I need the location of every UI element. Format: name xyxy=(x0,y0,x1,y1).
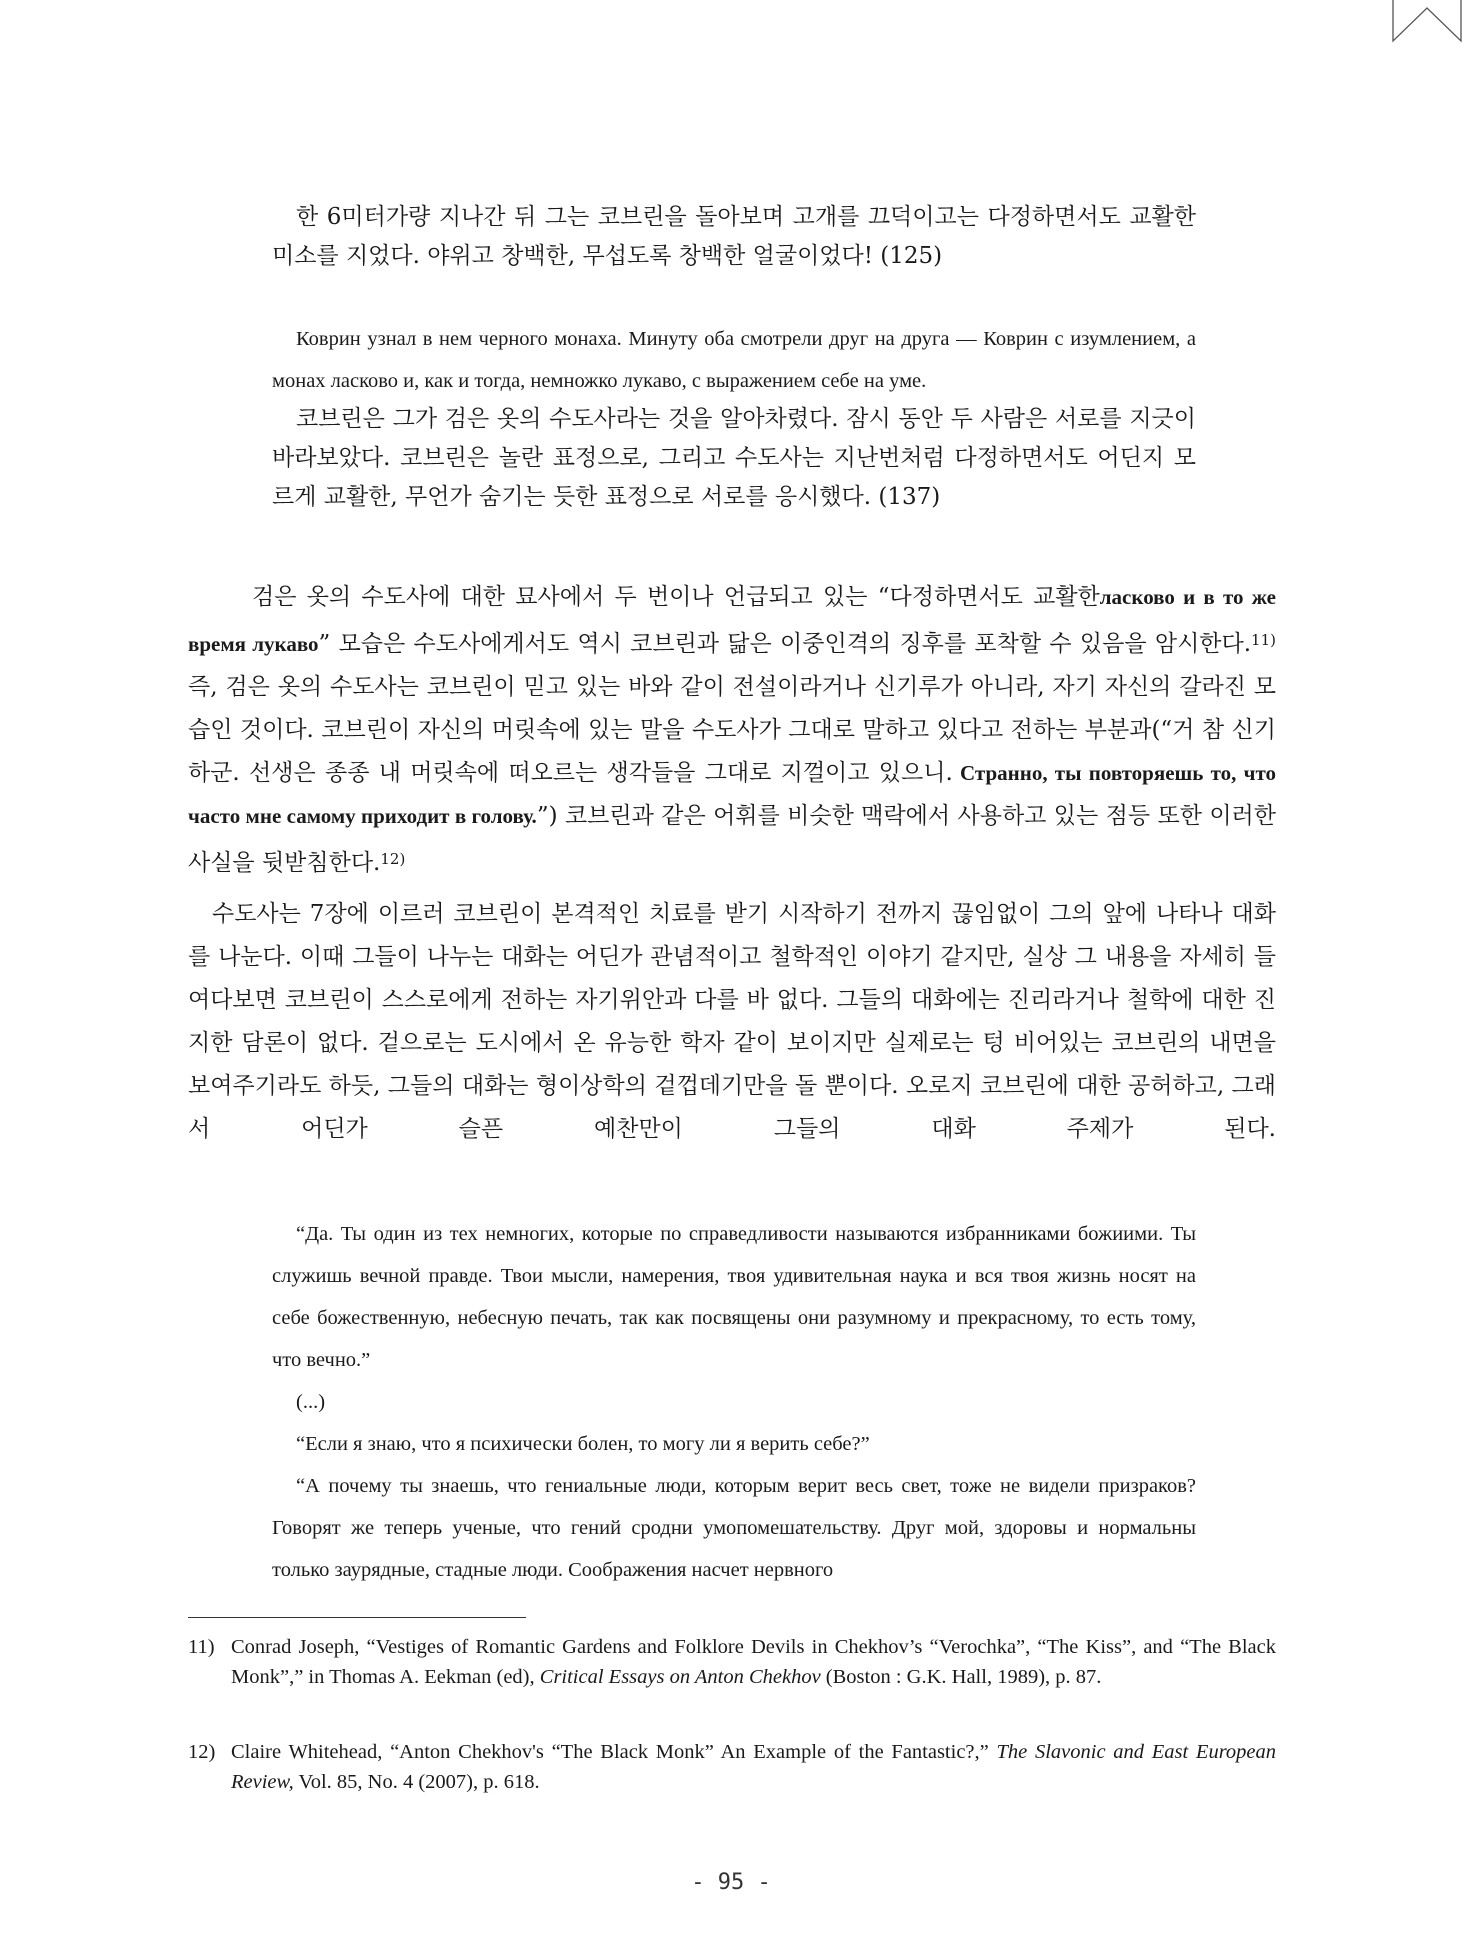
page-corner-fold-icon xyxy=(1392,0,1462,46)
body-paragraph-2 xyxy=(188,893,1276,1151)
quote-2-russian: Коврин узнал в нем черного монаха. Минуту оба смотрели друг на друга — Коврин с изумлением, а монах ласково и, как и тогда, немножко лукаво, с выражением себе на уме. xyxy=(272,328,1196,392)
footnote-11: 11) Conrad Joseph, “Vestiges of Romantic Gardens and Folklore Devils in Chekhov’s “Verochka”, “The Kiss”, and “The Black Monk”,” in Thomas A. Eekman (ed), Critical Essays on Anton Chekhov (Boston : G.K. Hall, 1989), p. 87. xyxy=(188,1632,1276,1692)
quote-block-1 xyxy=(272,198,1196,276)
body-paragraph-1 xyxy=(188,576,1276,885)
quote-3-line-4: “А почему ты знаешь, что гениальные люди, которым верит весь свет, тоже не видели призраков? Говорят же теперь ученые, что гений сродни умопомешательству. Друг мой, здоровы и нормальны только заурядные, стадные люди. Соображения насчет нервного xyxy=(272,1475,1196,1581)
para-1-text-a: 검은 옷의 수도사에 대한 묘사에서 두 번이나 언급되고 있는 “다정하면서도 교활한 xyxy=(252,584,1100,610)
quote-block-3 xyxy=(272,1213,1196,1591)
footnote-ref-11[interactable]: 11) xyxy=(1251,631,1276,649)
page-number: - 95 - xyxy=(691,1870,771,1895)
para-1-text-b: ” 모습은 수도사에게서도 역시 코브린과 닮은 이중인격의 징후를 포착할 수 있음을 암시한다. xyxy=(318,631,1252,657)
quote-block-2 xyxy=(272,318,1196,517)
quote-2-korean: 코브린은 그가 검은 옷의 수도사라는 것을 알아차렸다. 잠시 동안 두 사람은 서로를 지긋이 바라보았다. 코브린은 놀란 표정으로, 그리고 수도사는 지난번처럼 다정하면서도 어딘지 모르게 교활한, 무언가 숨기는 듯한 표정으로 서로를 응시했다. (137) xyxy=(272,406,1196,510)
quote-1-korean: 한 6미터가량 지나간 뒤 그는 코브린을 돌아보며 고개를 끄덕이고는 다정하면서도 교활한 미소를 지었다. 야위고 창백한, 무섭도록 창백한 얼굴이었다! (125) xyxy=(272,204,1196,269)
para-2-text: 수도사는 7장에 이르러 코브린이 본격적인 치료를 받기 시작하기 전까지 끊임없이 그의 앞에 나타나 대화를 나눈다. 이때 그들이 나누는 대화는 어딘가 관념적이고 철학적인 이야기 같지만, 실상 그 내용을 자세히 들여다보면 코브린이 스스로에게 전하는 자기위안과 다를 바 없다. 그들의 대화에는 진리라거나 철학에 대한 진지한 담론이 없다. 겉으로는 도시에서 온 유능한 학자 같이 보이지만 실제로는 텅 비어있는 코브린의 내면을 보여주기라도 하듯, 그들의 대화는 형이상학의 겉껍데기만을 돌 뿐이다. 오로지 코브린에 대한 공허하고, 그래서 어딘가 슬픈 예찬만이 그들의 대화 주제가 된다. xyxy=(188,901,1276,1142)
footnote-12: 12) Claire Whitehead, “Anton Chekhov's “The Black Monk” An Example of the Fantastic?,” The Slavonic and East European Review, Vol. 85, No. 4 (2007), p. 618. xyxy=(188,1737,1276,1797)
footnote-ref-12[interactable]: 12) xyxy=(380,850,406,868)
para-1-text-c: 즉, 검은 옷의 수도사는 코브린이 믿고 있는 바와 같이 전설이라거나 신기루가 아니라, 자기 자신의 갈라진 모습인 것이다. 코브린이 자신의 머릿속에 있는 말을 수도사가 그대로 말하고 있다고 전하는 부분과(“거 참 신기하군. 선생은 종종 내 머릿속에 떠오르는 생각들을 그대로 지껄이고 있으니. xyxy=(188,674,1276,786)
quote-3-line-2: (...) xyxy=(296,1391,326,1413)
footnote-12-journal-title: The Slavonic and East European Review, xyxy=(231,1741,1277,1793)
quote-3-line-1: “Да. Ты один из тех немногих, которые по справедливости называются избранниками божиими. Ты служишь вечной правде. Твои мысли, намерения, твоя удивительная наука и вся твоя жизнь носят на себе божественную, небесную печать, так как посвящены они разумному и прекрасному, то есть тому, что вечно.” xyxy=(272,1223,1196,1371)
footnote-12-number: 12) xyxy=(188,1741,216,1763)
footnote-11-book-title: Critical Essays on Anton Chekhov xyxy=(539,1666,821,1688)
footnote-11-number: 11) xyxy=(188,1636,215,1658)
para-1-russian-phrase: ласково и в то же время лукаво xyxy=(188,585,1276,656)
para-1-text-d: ”) 코브린과 같은 어휘를 비슷한 맥락에서 사용하고 있는 점등 또한 이러한 사실을 뒷받침한다. xyxy=(188,803,1276,876)
quote-3-line-3: “Если я знаю, что я психически болен, то могу ли я верить себе?” xyxy=(296,1433,870,1455)
footnote-separator xyxy=(188,1617,526,1618)
para-1-russian-quote: Странно, ты повторяешь то, что часто мне самому приходит в голову. xyxy=(188,761,1276,828)
